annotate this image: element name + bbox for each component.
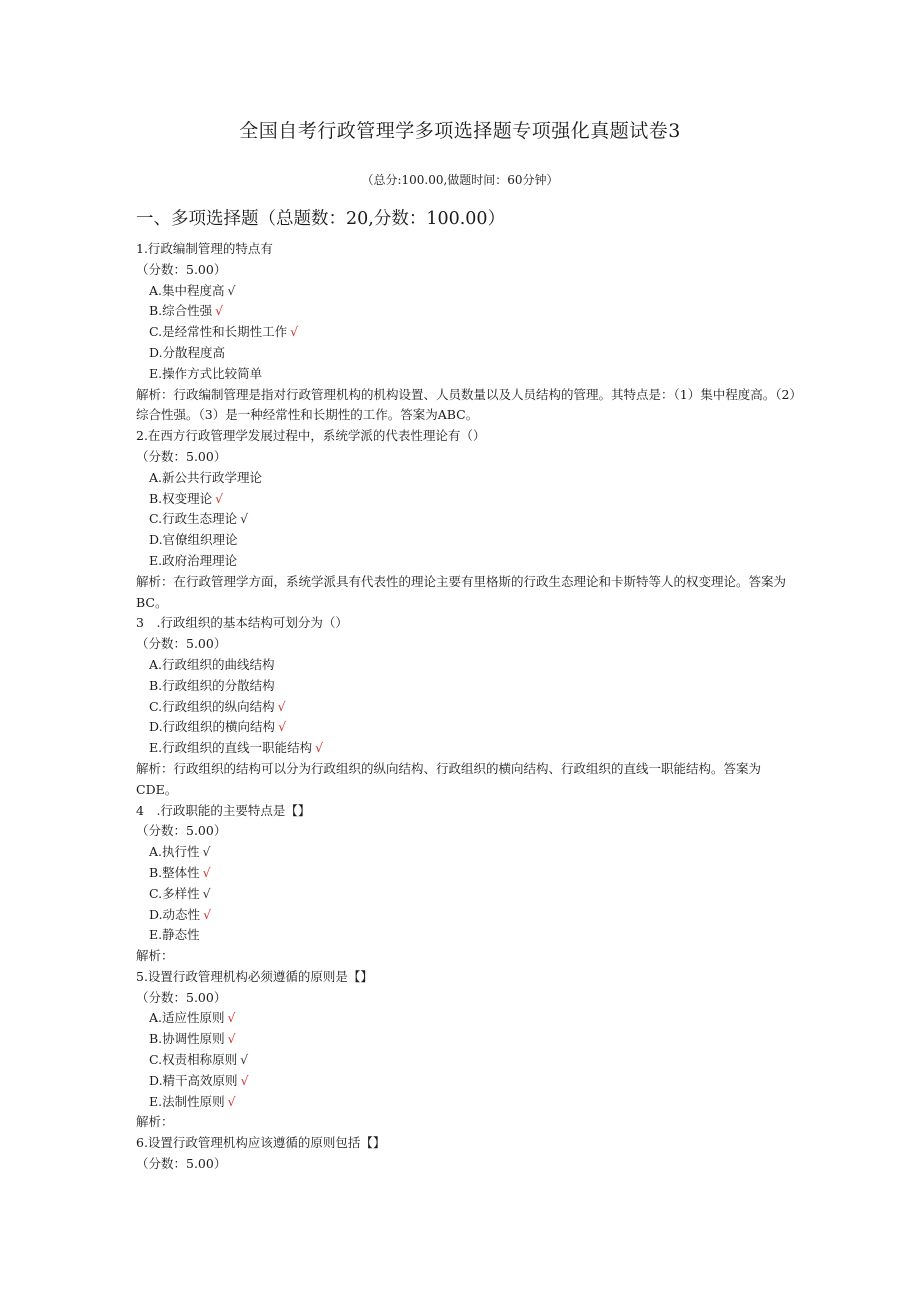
- option-item: [136, 738, 796, 759]
- question-score: （分数：5.00）: [136, 1156, 227, 1172]
- check-mark-icon: √: [227, 282, 236, 298]
- option-item: [136, 863, 796, 884]
- question-stem: 1.行政编制管理的特点有: [136, 241, 273, 256]
- option-item: [136, 343, 796, 364]
- option-item: [136, 697, 796, 718]
- option-label: D.精干高效原则: [149, 1072, 238, 1088]
- question-block: [136, 426, 796, 613]
- option-label: E.法制性原则: [149, 1093, 225, 1109]
- option-label: D.分散程度高: [149, 344, 226, 360]
- option-item: [136, 322, 796, 343]
- option-item: [136, 717, 796, 738]
- question-score: （分数：5.00）: [136, 823, 227, 839]
- check-mark-icon: √: [240, 1072, 249, 1088]
- question-block: [136, 967, 796, 1133]
- question-analysis: 解析：行政编制管理是指对行政管理机构的机构设置、人员数量以及人员结构的管理。其特点是：（1）集中程度高。（2）综合性强。（3）是一种经常性和长期性的工作。答案为ABC。: [136, 386, 796, 423]
- option-item: [136, 364, 796, 385]
- check-mark-icon: √: [240, 1052, 249, 1068]
- question-stem: 4 .行政职能的主要特点是【】: [136, 802, 311, 818]
- document-subtitle: （总分:100.00,做题时间：60分钟）: [361, 173, 559, 187]
- question-analysis: 解析：: [136, 1114, 174, 1130]
- option-label: E.静态性: [149, 927, 200, 943]
- option-item: [136, 509, 796, 530]
- question-analysis: 解析：在行政管理学方面，系统学派具有代表性的理论主要有里格斯的行政生态理论和卡斯特等人的权变理论。答案为BC。: [136, 573, 787, 610]
- option-item: [136, 489, 796, 510]
- check-mark-icon: √: [240, 511, 249, 527]
- option-item: [136, 925, 796, 946]
- option-label: C.行政生态理论: [149, 511, 238, 527]
- option-label: C.行政组织的纵向结构: [149, 698, 275, 714]
- check-mark-icon: √: [215, 303, 224, 319]
- question-block: [136, 1133, 796, 1175]
- option-label: E.行政组织的直线一职能结构: [149, 740, 313, 756]
- option-item: [136, 468, 796, 489]
- option-item: [136, 884, 796, 905]
- document-title: 全国自考行政管理学多项选择题专项强化真题试卷3: [239, 120, 681, 142]
- option-label: C.多样性: [149, 885, 200, 901]
- option-label: D.官僚组织理论: [149, 532, 238, 548]
- option-item: [136, 842, 796, 863]
- option-item: [136, 905, 796, 926]
- option-label: A.集中程度高: [149, 282, 225, 298]
- question-analysis: 解析：: [136, 948, 174, 964]
- option-label: A.适应性原则: [149, 1010, 225, 1026]
- question-stem: 6.设置行政管理机构应该遵循的原则包括【】: [136, 1135, 386, 1151]
- question-score: （分数：5.00）: [136, 636, 227, 652]
- option-label: B.综合性强: [149, 303, 213, 319]
- option-item: [136, 1092, 796, 1113]
- option-item: [136, 530, 796, 551]
- check-mark-icon: √: [278, 719, 287, 735]
- option-label: D.行政组织的横向结构: [149, 719, 276, 735]
- option-item: [136, 676, 796, 697]
- section-heading: 一、多项选择题（总题数：20,分数：100.00）: [136, 209, 506, 229]
- option-item: [136, 281, 796, 302]
- question-stem: 5.设置行政管理机构必须遵循的原则是【】: [136, 968, 373, 984]
- check-mark-icon: √: [202, 885, 211, 901]
- option-item: [136, 301, 796, 322]
- check-mark-icon: √: [202, 844, 211, 860]
- option-item: [136, 1050, 796, 1071]
- question-stem: 2.在西方行政管理学发展过程中，系统学派的代表性理论有（）: [136, 428, 486, 444]
- option-item: [136, 1029, 796, 1050]
- option-label: B.整体性: [149, 864, 200, 880]
- option-item: [136, 655, 796, 676]
- check-mark-icon: √: [215, 490, 224, 506]
- check-mark-icon: √: [277, 698, 286, 714]
- question-score: （分数：5.00）: [136, 261, 227, 277]
- check-mark-icon: √: [227, 1031, 236, 1047]
- option-label: A.执行性: [149, 844, 200, 860]
- check-mark-icon: √: [203, 906, 212, 922]
- check-mark-icon: √: [227, 1093, 236, 1109]
- question-list: [136, 239, 796, 1175]
- option-label: C.是经常性和长期性工作: [149, 324, 288, 340]
- option-item: [136, 1071, 796, 1092]
- option-label: A.新公共行政学理论: [149, 469, 263, 485]
- option-label: B.行政组织的分散结构: [149, 677, 275, 693]
- question-analysis: 解析：行政组织的结构可以分为行政组织的纵向结构、行政组织的横向结构、行政组织的直线一职能结构。答案为CDE。: [136, 760, 762, 797]
- question-block: [136, 801, 796, 967]
- question-block: [136, 239, 796, 426]
- option-label: A.行政组织的曲线结构: [149, 656, 275, 672]
- option-label: C.权责相称原则: [149, 1052, 238, 1068]
- option-label: E.政府治理理论: [149, 552, 238, 568]
- check-mark-icon: √: [227, 1010, 236, 1026]
- check-mark-icon: √: [290, 324, 299, 340]
- question-score: （分数：5.00）: [136, 448, 227, 464]
- question-stem: 3 .行政组织的基本结构可划分为（）: [136, 615, 348, 631]
- option-label: D.动态性: [149, 906, 201, 922]
- question-block: [136, 613, 796, 800]
- check-mark-icon: √: [315, 740, 324, 756]
- check-mark-icon: √: [202, 864, 211, 880]
- option-label: B.权变理论: [149, 490, 213, 506]
- question-score: （分数：5.00）: [136, 989, 227, 1005]
- option-label: E.操作方式比较简单: [149, 365, 263, 381]
- option-item: [136, 1008, 796, 1029]
- option-item: [136, 551, 796, 572]
- option-label: B.协调性原则: [149, 1031, 225, 1047]
